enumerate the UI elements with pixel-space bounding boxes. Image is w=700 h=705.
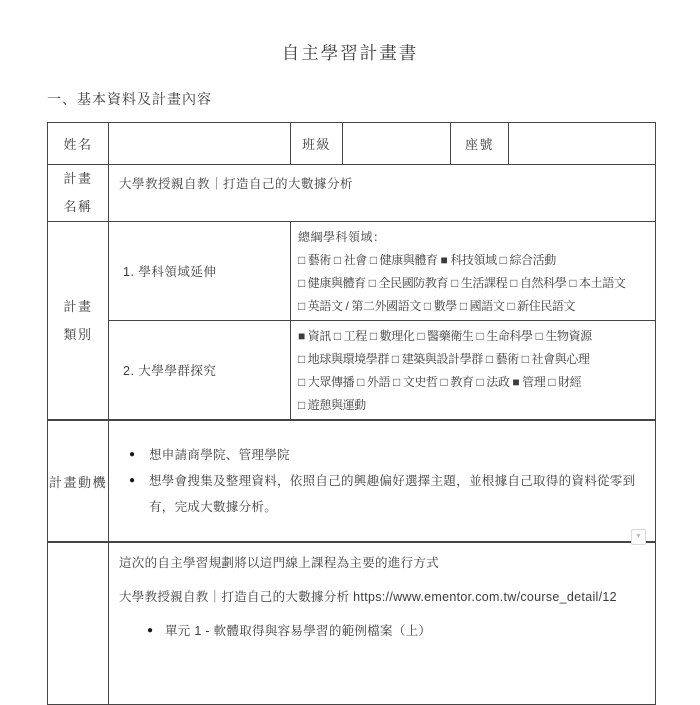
table-row-basic <box>48 123 656 165</box>
category-sub2-label-cell: 2. 大學學群探究 <box>109 321 291 421</box>
section-heading: 一、基本資料及計畫內容 <box>47 91 212 107</box>
page-title: 自主學習計畫書 <box>281 43 419 63</box>
bullet-icon: ● <box>129 475 136 486</box>
list-item <box>129 442 655 468</box>
plan-name-value-cell[interactable]: 大學教授親自教｜打造自己的大數據分析 <box>109 165 656 222</box>
plan-content-cell <box>109 542 656 704</box>
bullet-icon: ● <box>129 449 136 460</box>
category-label-cell <box>48 222 109 421</box>
table-row-category-1 <box>48 222 656 321</box>
content-paragraph: 這次的自主學習規劃將以這門線上課程為主要的進行方式 <box>119 556 440 570</box>
checkbox-option-line[interactable]: □ 地球與環境學群 □ 建築與設計學群 □ 藝術 □ 社會與心理 <box>298 352 590 366</box>
plan-table <box>47 122 656 705</box>
name-value-field[interactable] <box>109 123 291 165</box>
category-sub1-label-cell: 1. 學科領域延伸 <box>109 222 291 321</box>
motivation-label-cell: 計畫動機 <box>48 420 109 542</box>
content-label-cell <box>48 542 109 704</box>
table-row-plan-name <box>48 165 656 222</box>
motivation-bullet-text: 想申請商學院、管理學院 <box>149 448 290 462</box>
list-item <box>147 621 641 641</box>
options-heading: 總綱學科領域： <box>298 230 386 244</box>
checkbox-option-line[interactable]: □ 遊憩與運動 <box>298 398 366 412</box>
checkbox-option-line[interactable]: □ 藝術 □ 社會 □ 健康與體育 ■ 科技領域 □ 綜合活動 <box>298 253 556 267</box>
checkbox-option-line[interactable]: □ 大眾傳播 □ 外語 □ 文史哲 □ 教育 □ 法政 ■ 管理 □ 財經 <box>298 375 582 389</box>
checkbox-option-line[interactable]: □ 英語文 / 第二外國語文 □ 數學 □ 國語文 □ 新住民語文 <box>298 299 576 313</box>
motivation-bullet-text: 想學會搜集及整理資料，依照自己的興趣偏好選擇主題，並根據自己取得的資料從零到有，完成大數據分析。 <box>149 474 636 514</box>
seat-label-cell: 座號 <box>451 123 509 165</box>
class-value-field[interactable] <box>343 123 451 165</box>
seat-value-field[interactable] <box>509 123 656 165</box>
content-paragraph: 大學教授親自教｜打造自己的大數據分析 https://www.ementor.com.tw/course_detail/12 <box>119 590 617 604</box>
checkbox-option-line[interactable]: □ 健康與體育 □ 全民國防教育 □ 生活課程 □ 自然科學 □ 本土語文 <box>298 276 626 290</box>
category-label: 計畫 類別 <box>63 298 93 342</box>
motivation-content-cell <box>109 420 656 542</box>
table-row-plan-content <box>48 542 656 704</box>
table-row-category-2 <box>48 321 656 421</box>
plan-name-label-cell <box>48 165 109 222</box>
class-label-cell: 班級 <box>291 123 343 165</box>
dropdown-arrow-icon[interactable]: ▼ <box>631 529 646 545</box>
bullet-icon: ● <box>147 625 154 636</box>
table-row-motivation <box>48 420 656 542</box>
checkbox-option-line[interactable]: ■ 資訊 □ 工程 □ 數理化 □ 醫藥衛生 □ 生命科學 □ 生物資源 <box>298 329 592 343</box>
content-bullet-text: 單元 1 - 軟體取得與容易學習的範例檔案（上） <box>165 624 432 638</box>
category-sub1-options-cell <box>291 222 656 321</box>
plan-name-label: 計畫 名稱 <box>63 171 93 214</box>
name-label-cell: 姓名 <box>48 123 109 165</box>
list-item <box>129 468 655 520</box>
category-sub2-options-cell <box>291 321 656 421</box>
